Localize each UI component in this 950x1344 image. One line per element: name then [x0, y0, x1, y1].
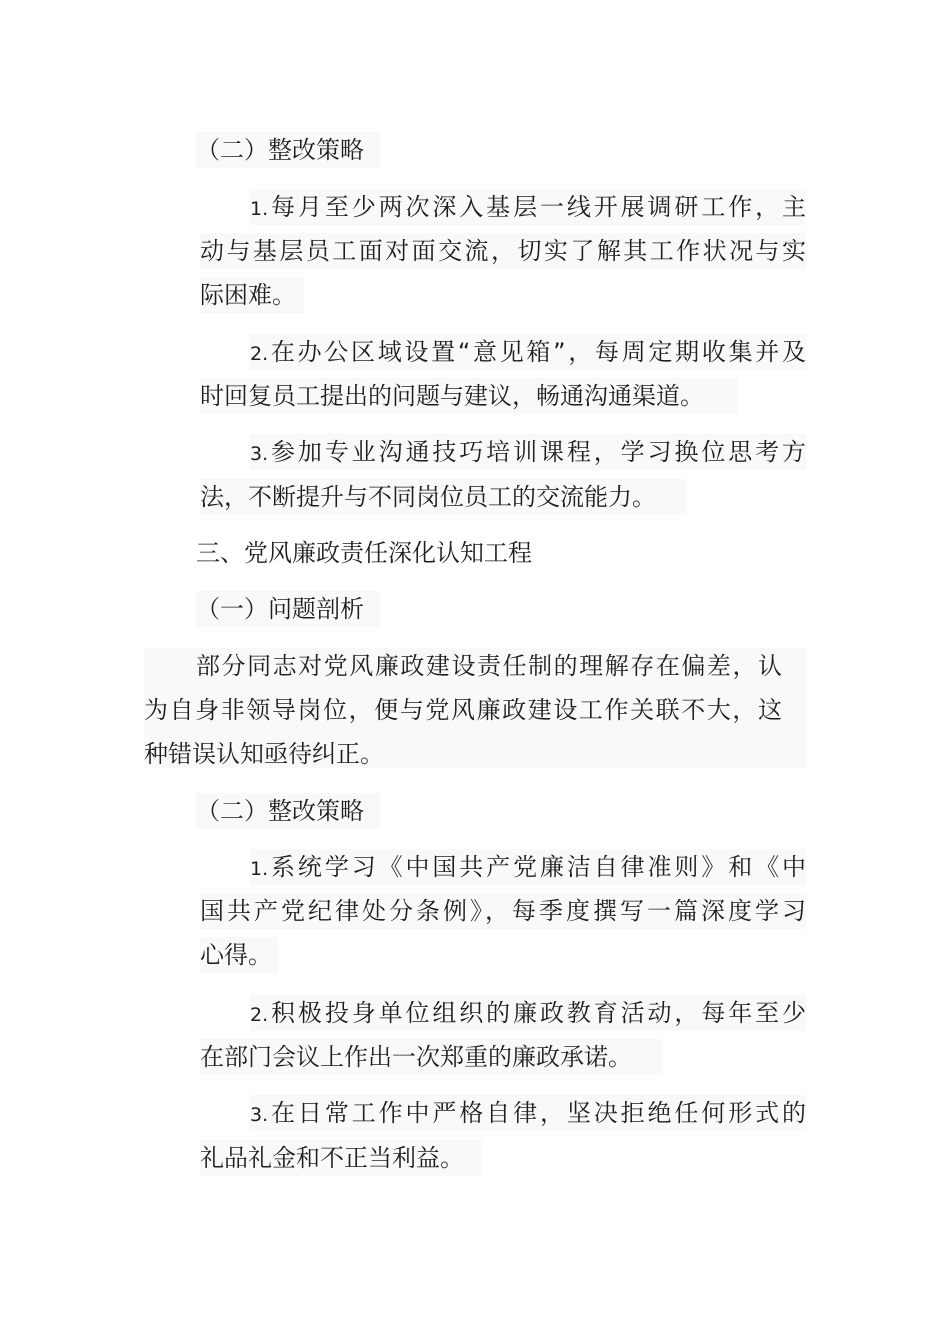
item-1-line-1 [250, 189, 806, 225]
analysis-line-1 [196, 648, 782, 684]
heading-text: （二）整改策略 [196, 797, 364, 825]
item-text: 心得。 [200, 941, 272, 969]
paragraph-text: 种错误认知亟待纠正。 [144, 740, 384, 768]
section-heading-strategy-2 [196, 793, 380, 829]
section-heading-analysis [196, 591, 380, 627]
title-text: 三、党风廉政责任深化认知工程 [196, 539, 532, 567]
strategy-item-1-line-3 [200, 937, 278, 973]
item-number: 3. [250, 1104, 269, 1126]
strategy-item-1-line-1 [250, 849, 806, 885]
item-text: 法，不断提升与不同岗位员工的交流能力。 [200, 483, 656, 511]
item-text: 积极投身单位组织的廉政教育活动，每年至少 [268, 999, 806, 1027]
strategy-item-3-line-1 [250, 1095, 806, 1131]
strategy-item-1-line-2 [200, 893, 806, 929]
item-number: 2. [250, 343, 269, 365]
part-3-title [196, 535, 556, 571]
analysis-line-2 [144, 692, 782, 728]
strategy-item-2-line-1 [250, 995, 806, 1031]
item-number: 1. [250, 858, 269, 880]
item-text: 际困难。 [200, 281, 296, 309]
strategy-item-2-line-2 [200, 1039, 662, 1075]
item-text: 每月至少两次深入基层一线开展调研工作，主 [268, 193, 806, 221]
item-2-line-2 [200, 378, 738, 414]
strategy-item-3-line-2 [200, 1140, 482, 1176]
item-text: 礼品礼金和不正当利益。 [200, 1144, 464, 1172]
item-1-line-2 [200, 233, 806, 269]
item-text: 在日常工作中严格自律，坚决拒绝任何形式的 [268, 1099, 806, 1127]
item-text: 在办公区域设置“意见箱”，每周定期收集并及 [268, 338, 806, 366]
item-text: 参加专业沟通技巧培训课程，学习换位思考方 [268, 438, 806, 466]
item-3-line-2 [200, 479, 687, 515]
item-1-line-3 [200, 277, 304, 313]
heading-text: （一）问题剖析 [196, 595, 364, 623]
paragraph-text: 为自身非领导岗位，便与党风廉政建设工作关联不大，这 [144, 696, 782, 724]
item-text: 国共产党纪律处分条例》，每季度撰写一篇深度学习 [200, 897, 806, 925]
item-number: 1. [250, 198, 269, 220]
analysis-line-3 [144, 736, 404, 772]
item-3-line-1 [250, 434, 806, 470]
item-number: 2. [250, 1004, 269, 1026]
paragraph-text: 部分同志对党风廉政建设责任制的理解存在偏差，认 [196, 652, 782, 680]
item-2-line-1 [250, 334, 806, 370]
item-text: 时回复员工提出的问题与建议，畅通沟通渠道。 [200, 382, 704, 410]
item-number: 3. [250, 443, 269, 465]
item-text: 系统学习《中国共产党廉洁自律准则》和《中 [268, 853, 806, 881]
heading-text: （二）整改策略 [196, 136, 364, 164]
item-text: 动与基层员工面对面交流，切实了解其工作状况与实 [200, 237, 806, 265]
section-heading-strategy-1 [196, 132, 380, 168]
item-text: 在部门会议上作出一次郑重的廉政承诺。 [200, 1043, 632, 1071]
